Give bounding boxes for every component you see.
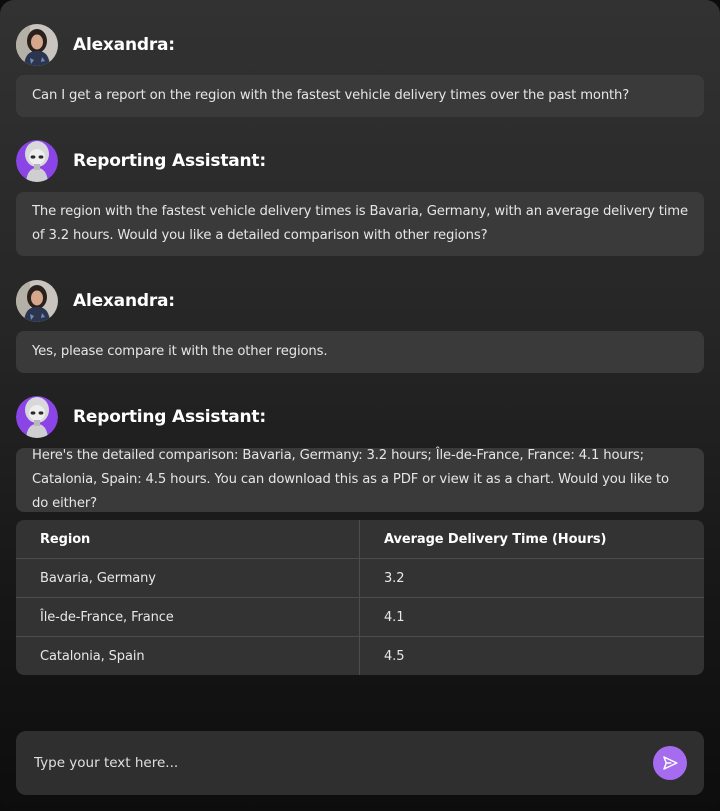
sender-name: Alexandra: xyxy=(73,291,175,311)
message-text: Here's the detailed comparison: Bavaria, Germany: 3.2 hours; Île-de-France, France: 4.1 hours; Catalonia, Spain: 4.5 hours. You can download this as a PDF or view it as a chart. Would you like to do either? xyxy=(32,448,669,511)
comparison-table xyxy=(16,520,704,675)
assistant-avatar xyxy=(16,396,58,438)
table-row xyxy=(16,637,704,676)
message-composer xyxy=(16,731,704,795)
column-header: Region xyxy=(16,520,360,559)
table-cell: 4.5 xyxy=(384,648,405,664)
table-cell: Catalonia, Spain xyxy=(16,637,360,676)
column-header: Average Delivery Time (Hours) xyxy=(360,520,705,559)
assistant-message-bubble xyxy=(16,192,704,256)
message-text: Yes, please compare it with the other regions. xyxy=(32,344,328,359)
message-input[interactable] xyxy=(32,754,653,772)
table-header-row xyxy=(16,520,704,559)
table-row xyxy=(16,559,704,598)
message-text: Can I get a report on the region with the fastest vehicle delivery times over the past month? xyxy=(32,88,630,103)
assistant-avatar xyxy=(16,140,58,182)
message-header xyxy=(16,23,175,67)
table-cell: Île-de-France, France xyxy=(16,598,360,637)
table-cell: 4.1 xyxy=(360,598,705,637)
user-avatar xyxy=(16,24,58,66)
sender-name: Reporting Assistant: xyxy=(73,151,266,171)
message-header xyxy=(16,139,266,183)
table-cell: 3.2 xyxy=(360,559,705,598)
send-icon xyxy=(661,754,679,772)
table-row xyxy=(16,598,704,637)
message-text: The region with the fastest vehicle delivery times is Bavaria, Germany, with an average delivery time of 3.2 hours. Would you like a detailed comparison with other regions? xyxy=(32,204,688,243)
send-button[interactable] xyxy=(653,746,687,780)
user-message-bubble xyxy=(16,75,704,117)
message-header xyxy=(16,395,266,439)
sender-name: Reporting Assistant: xyxy=(73,407,266,427)
assistant-message-bubble xyxy=(16,448,704,512)
user-avatar xyxy=(16,280,58,322)
message-header xyxy=(16,279,175,323)
user-message-bubble xyxy=(16,331,704,373)
table-cell: Bavaria, Germany xyxy=(16,559,360,598)
sender-name: Alexandra: xyxy=(73,35,175,55)
